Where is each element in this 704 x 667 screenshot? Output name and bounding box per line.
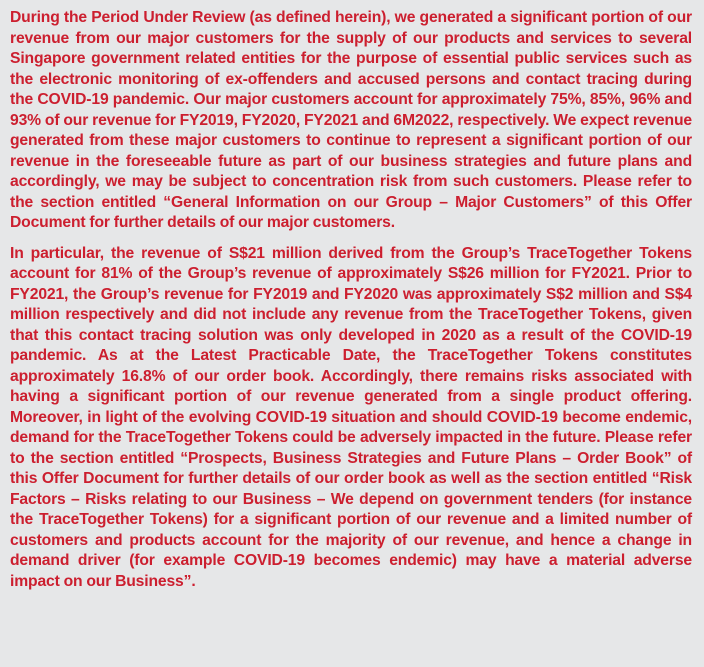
paragraph-customer-concentration: During the Period Under Review (as defined herein), we generated a significant portion of our revenue from our major customers for the supply of our products and services to several Singapore government related entities for the purpose of essential public services such as the electronic monitoring of ex-offenders and accused persons and contact tracing during the COVID-19 pandemic. Our major customers account for approximately 75%, 85%, 96% and 93% of our revenue for FY2019, FY2020, FY2021 and 6M2022, respectively. We expect revenue generated from these major customers to continue to represent a significant portion of our revenue in the foreseeable future as part of our business strategies and future plans and accordingly, we may be subject to concentration risk from such customers. Please refer to the section entitled “General Information on our Group – Major Customers” of this Offer Document for further details of our major customers. [10,9,692,231]
paragraph-tracetogether-tokens: In particular, the revenue of S$21 million derived from the Group’s TraceTogether Tokens account for 81% of the Group’s revenue of approximately S$26 million for FY2021. Prior to FY2021, the Group’s revenue for FY2019 and FY2020 was approximately S$2 million and S$4 million respectively and did not include any revenue from the TraceTogether Tokens, given that this contact tracing solution was only developed in 2020 as a result of the COVID-19 pandemic. As at the Latest Practicable Date, the TraceTogether Tokens constitutes approximately 16.8% of our order book. Accordingly, there remains risks associated with having a significant portion of our revenue generated from a single product offering. Moreover, in light of the evolving COVID-19 situation and should COVID-19 become endemic, demand for the TraceTogether Tokens could be adversely impacted in the future. Please refer to the section entitled “Prospects, Business Strategies and Future Plans – Order Book” of this Offer Document for further details of our order book as well as the section entitled “Risk Factors – Risks relating to our Business – We depend on government tenders (for instance the TraceTogether Tokens) for a significant portion of our revenue and a limited number of customers and products account for the majority of our revenue, and hence a change in demand driver (for example COVID-19 becomes endemic) may have a material adverse impact on our Business”. [10,244,692,590]
